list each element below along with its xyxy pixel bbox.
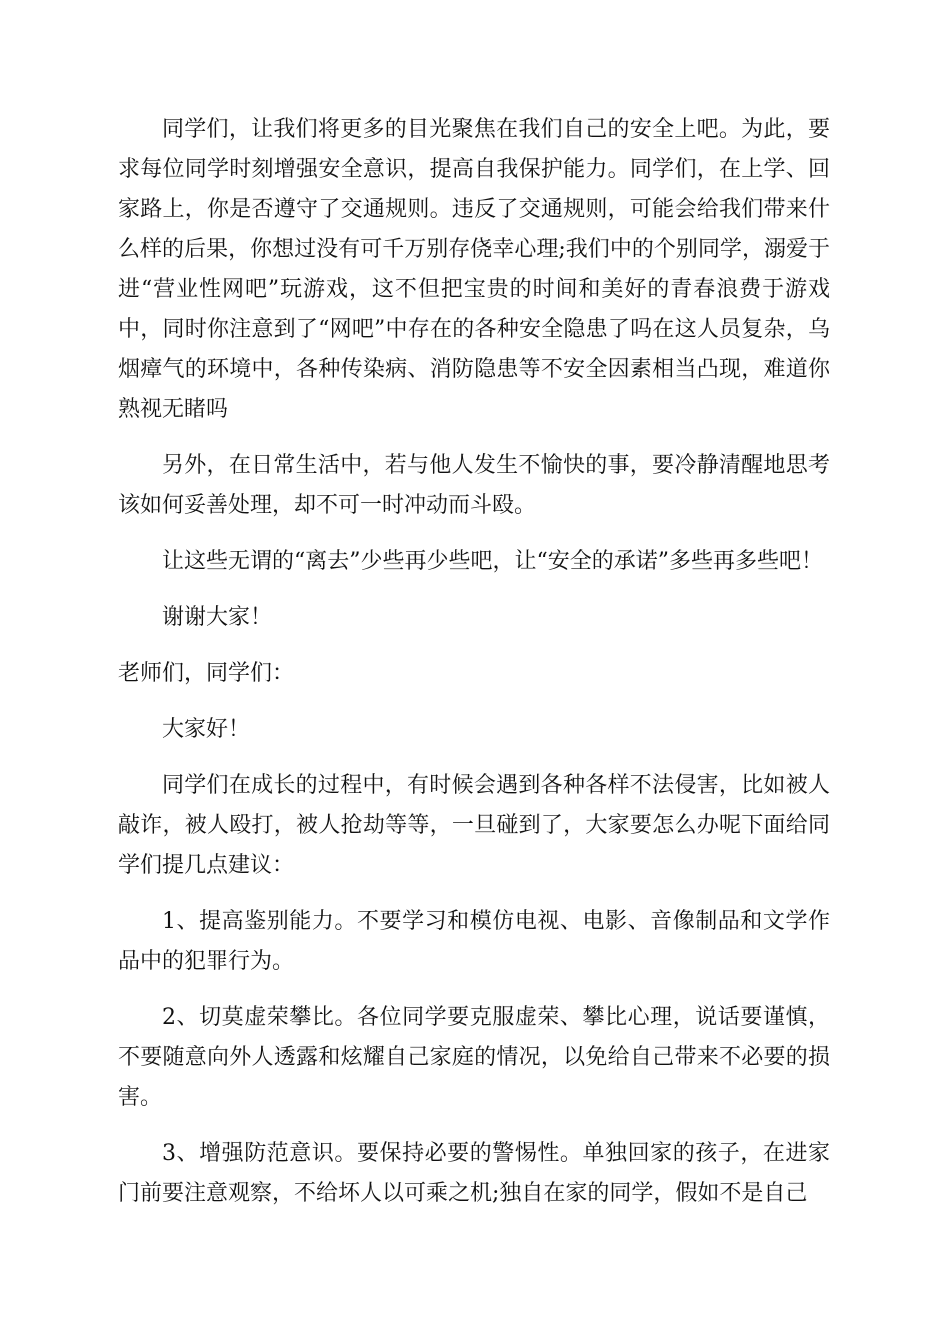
paragraph-thanks: 谢谢大家！: [162, 605, 273, 630]
paragraph-safety-awareness: 同学们，让我们将更多的目光聚焦在我们自己的安全上吧。为此，要求每位同学时刻增强安全意识，提高自我保护能力。同学们，在上学、回家路上，你是否遵守了交通规则。违反了交通规则，可能会给我们带来什么样的后果，你想过没有可千万别存侥幸心理;我们中的个别同学，溺爱于进“营业性网吧”玩游戏，这不但把宝贵的时间和美好的青春浪费于游戏中，同时你注意到了“网吧”中存在的各种安全隐患了吗在这人员复杂，乌烟瘴气的环境中，各种传染病、消防隐患等不安全因素相当凸现，难道你熟视无睹吗: [118, 117, 830, 422]
paragraph-suggestion-3: 3、增强防范意识。要保持必要的警惕性。单独回家的孩子，在进家门前要注意观察，不给坏人以可乘之机;独自在家的同学，假如不是自己: [118, 1141, 830, 1206]
paragraph-salutation: 老师们，同学们：: [118, 661, 295, 686]
paragraph-suggestion-2: 2、切莫虚荣攀比。各位同学要克服虚荣、攀比心理，说话要谨慎，不要随意向外人透露和炫耀自己家庭的情况，以免给自己带来不必要的损害。: [118, 1005, 830, 1110]
paragraph-greeting: 大家好！: [162, 717, 251, 742]
paragraph-safety-promise: 让这些无谓的“离去”少些再少些吧，让“安全的承诺”多些再多些吧！: [162, 549, 823, 574]
paragraph-suggestion-1: 1、提高鉴别能力。不要学习和模仿电视、电影、音像制品和文学作品中的犯罪行为。: [118, 909, 830, 974]
paragraph-daily-life: 另外，在日常生活中，若与他人发生不愉快的事，要冷静清醒地思考该如何妥善处理，却不可一时冲动而斗殴。: [118, 453, 830, 518]
paragraph-intro-suggestions: 同学们在成长的过程中，有时候会遇到各种各样不法侵害，比如被人敲诈，被人殴打，被人抢劫等等，一旦碰到了，大家要怎么办呢下面给同学们提几点建议：: [118, 773, 830, 878]
document-body: [118, 110, 830, 1230]
